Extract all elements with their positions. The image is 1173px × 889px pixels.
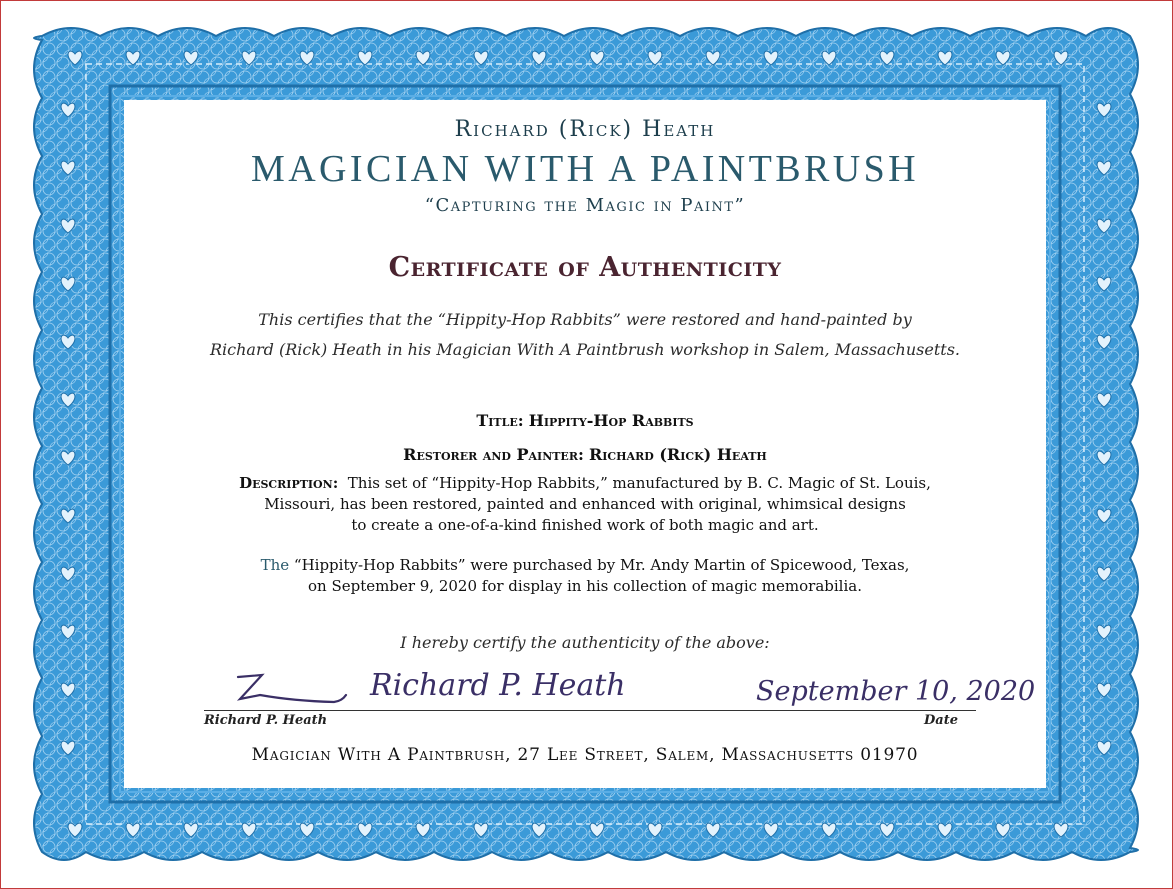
restorer-label: Restorer and Painter: [403,445,584,464]
signer-label: Richard P. Heath [204,713,328,728]
description-label: Description: [239,474,339,492]
title-line [124,411,1046,430]
artist-name: Richard (Rick) Heath [454,117,716,142]
signature-line [204,710,976,711]
description-line-2: Missouri, has been restored, painted and enhanced with original, whimsical designs [264,495,906,513]
description-block [124,473,1046,536]
tagline: “Capturing the Magic in Paint” [424,195,746,216]
certifies-line-2: Richard (Rick) Heath in his Magician With A Paintbrush workshop in Salem, Massachusetts. [210,340,960,359]
certificate-heading: Certificate of Authenticity [388,252,782,283]
purchase-block [124,555,1046,597]
date-label: Date [924,713,958,728]
footer-address: Magician With A Paintbrush, 27 Lee Street, Salem, Massachusetts 01970 [251,745,919,765]
title-value: Hippity-Hop Rabbits [528,411,694,430]
title-label: Title: [476,411,524,430]
certificate-body [124,100,1046,788]
purchase-line-2: on September 9, 2020 for display in his collection of magic memorabilia. [308,577,862,595]
handwritten-date: September 10, 2020 [756,676,1036,707]
restorer-line [124,445,1046,464]
brand-title: MAGICIAN WITH A PAINTBRUSH [251,148,919,190]
description-line-1: Description: This set of “Hippity-Hop Rabbits,” manufactured by B. C. Magic of St. Louis, [239,474,931,492]
description-line-3: to create a one-of-a-kind finished work of both magic and art. [351,516,819,534]
handwritten-signature: Richard P. Heath [370,668,626,703]
purchase-line-1: The “Hippity-Hop Rabbits” were purchased by Mr. Andy Martin of Spicewood, Texas, [260,556,910,574]
restorer-value: Richard (Rick) Heath [588,445,767,464]
signature-initial-scribble [234,665,364,710]
certify-statement: I hereby certify the authenticity of the above: [400,633,770,652]
certifies-line-1: This certifies that the “Hippity-Hop Rabbits” were restored and hand-painted by [258,310,912,329]
